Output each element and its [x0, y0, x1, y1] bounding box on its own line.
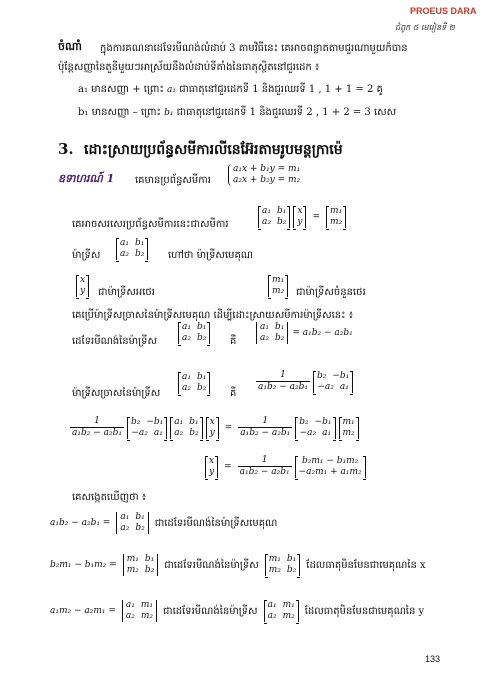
section-title: ដោះស្រាយប្រព័ន្ធសមីការលីនេអ៊ែរតាមរូបមន្តក្រាម៉េ: [84, 142, 343, 158]
example-label: ឧទាហរណ៍ 1: [58, 172, 115, 185]
constant-matrix-caption: ជាម៉ាទ្រីសចំនួនថេរ: [296, 287, 366, 298]
constant-matrix: m₁ m₂: [268, 275, 288, 297]
observation-2: b₂m₁ − b₁m₂ = m₁ b₁ m₂ b₂ ជាដេទែរមីណង់នៃម៉ាទ្រីស m₁ b₁ m₂ b₂ ដែលធាតុមិនមែនជាមេគុណនៃ x: [50, 554, 426, 575]
note-item-1: [78, 82, 383, 97]
observation-3: a₁m₂ − a₂m₁ = a₁ m₁ a₂ m₂ ជាដេទែរមីណង់នៃម៉ាទ្រីស a₁ m₁ a₂ m₂ ដែលធាតុមិនមែនជាមេគុណនៃ y: [50, 600, 425, 621]
note-line-2: ប៉ុន្តែសញ្ញានៃតួនីមួយៗអាស្រ័យនឹងលំដាប់ទីតាំងនៃធាតុស្ថិតនៅជួរដេក ៖: [58, 62, 320, 73]
variable-matrix: x y: [76, 275, 89, 297]
note-label: ចំណាំ: [58, 40, 82, 53]
inverse-is-word: គឺ: [230, 388, 237, 399]
coef-matrix-def: a₁ b₁ a₂ b₂: [116, 238, 148, 260]
matrix-label: ម៉ាទ្រីស: [72, 250, 101, 261]
note-item-1-tail: ជាធាតុនៅជួរដេកទី 1 និងជួរឈរទី 1 , 1 + 1 = 2 គូ: [179, 84, 383, 95]
inverse-sentence: គេប្រើម៉ាទ្រីសច្រាសនៃម៉ាទ្រីសមេគុណ ដើម្បីដោះស្រាយសមីការម៉ាទ្រីសនេះ ៖: [72, 310, 354, 321]
observe-heading: គេសង្កេតឃើញថា ៖: [72, 492, 147, 503]
det-expression: a₁ b₁ a₂ b₂ = a₁b₂ − a₂b₁: [256, 322, 353, 344]
inverse-source-matrix: a₁ b₁ a₂ b₂: [178, 372, 210, 394]
system-eq-1: a₁x + b₁y = m₁: [233, 164, 301, 174]
coef-matrix-caption: ហៅថា ម៉ាទ្រីសមេគុណ: [168, 250, 254, 261]
variable-matrix-caption: ជាម៉ាទ្រីសអថេរ: [98, 287, 155, 298]
note-item-2-lead: b₁ មានសញ្ញា – ព្រោះ: [78, 107, 161, 118]
write-as-text: គេអាចសរសេរប្រព័ន្ធសមីការនេះជាសមីការ: [72, 219, 229, 230]
inverse-label: ម៉ាទ្រីសច្រាសនៃម៉ាទ្រីស: [72, 388, 161, 399]
constant-vector: m₁ m₂: [326, 206, 346, 228]
solution-result: x y = $\frac{1}{\text{a₁b₂ − a₂b₁}}$ b₂m₁ − b₁m₂ −a₂m₁ + a₁m₂: [205, 455, 366, 478]
note-line-1: ក្នុងការគណនាដេទែរមីណង់លំដាប់ 3 តាមវិធីនេះ គេអាចពន្លាតតាមជួរណាមួយក៏បាន: [100, 43, 408, 54]
coef-matrix: a₁ b₁ a₂ b₂: [258, 206, 290, 228]
note-item-2: [78, 105, 396, 120]
inverse-expression: $\frac{1}{\text{a₁b₂ − a₂b₁}}$ b₂ −b₁ −a₂ a₁: [256, 370, 353, 393]
det-is-word: គឺ: [230, 336, 237, 347]
matrix-equation: a₁ b₁ a₂ b₂ x y = m₁ m₂: [258, 206, 346, 228]
brand-label: PROEUS DARA: [410, 6, 477, 16]
det-matrix: a₁ b₁ a₂ b₂: [178, 322, 210, 344]
unknown-vector: x y: [293, 206, 306, 228]
note-item-1-lead: a₁ មានសញ្ញា + ព្រោះ: [78, 84, 164, 95]
note-item-1-var: a₁: [167, 85, 177, 95]
chapter-label: ជំពូក ៥ មេរៀនទី ២: [395, 23, 455, 32]
note-item-2-var: b₁: [164, 108, 174, 118]
system-equations: [228, 164, 300, 186]
note-item-2-tail: ជាធាតុនៅជួរដេកទី 1 និងជួរឈរទី 2 , 1 + 2 = 3 សេស: [176, 107, 397, 118]
solution-step: $\frac{1}{\text{a₁b₂ − a₂b₁}}$ b₂ −b₁ −a₂ a₁ a₁ b₁ a₂ b₂ x y = $\frac{1}{\text{a₁b₂ − a₂b₁}}$ b₂ −b₁ −a₂ a₁ m₁ m₂: [70, 416, 359, 439]
det-sentence: ដេទែរមីណង់នៃម៉ាទ្រីស: [72, 336, 158, 347]
example-intro: គេមានប្រព័ន្ធសមីការ: [135, 175, 211, 186]
system-eq-2: a₂x + b₂y = m₂: [233, 175, 301, 185]
section-number: 3.: [58, 140, 74, 158]
page-number: 133: [425, 654, 441, 664]
observation-1: a₁b₂ − a₂b₁ = a₁ b₁ a₂ b₂ ជាដេទែរមីណង់នៃម៉ាទ្រីសមេគុណ: [50, 512, 278, 533]
